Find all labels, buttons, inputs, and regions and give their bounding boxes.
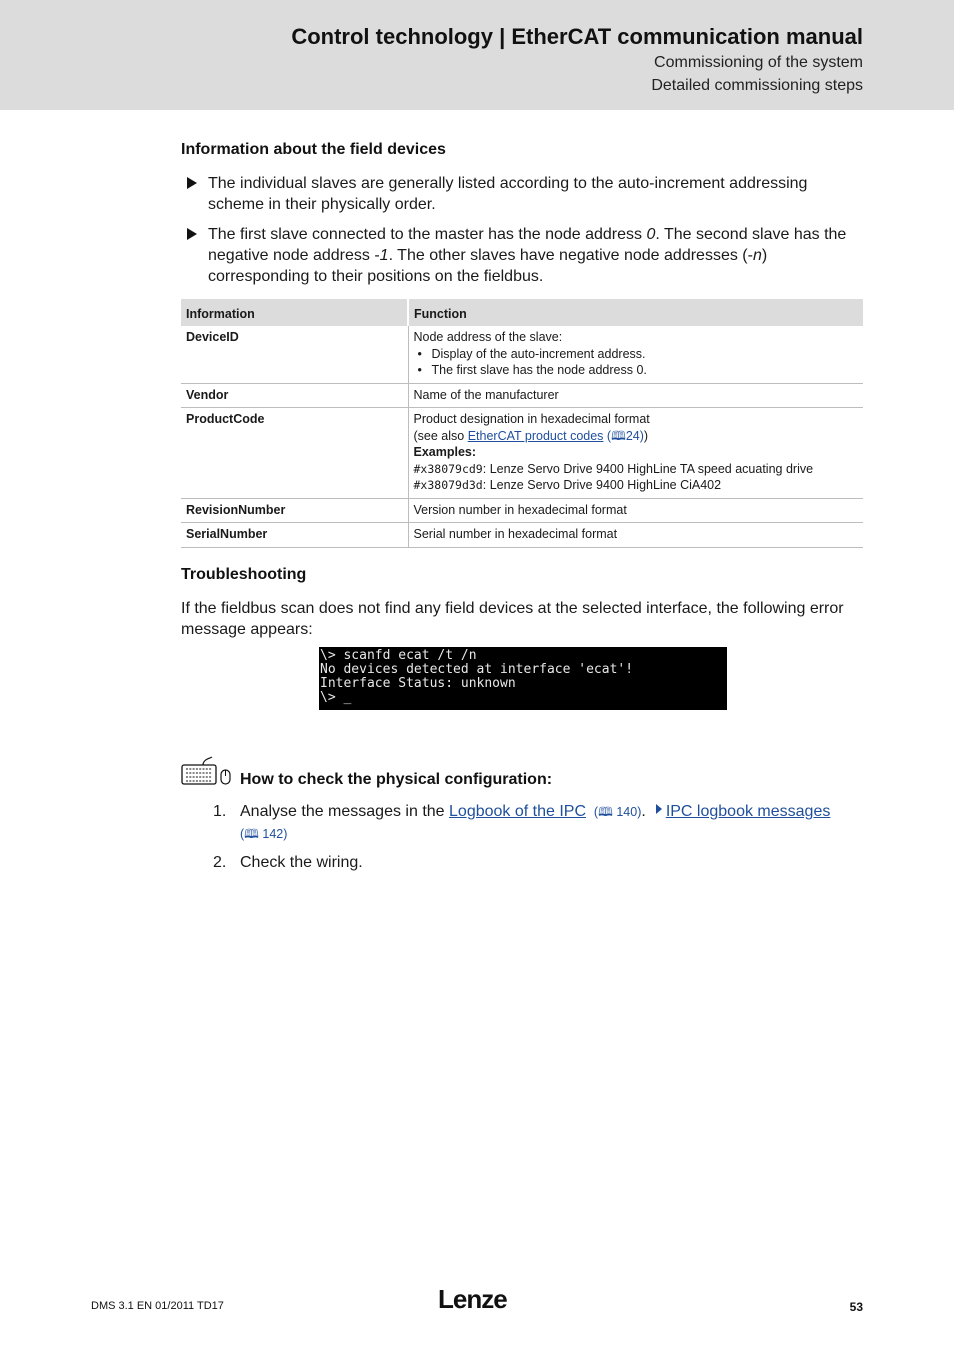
- step-number: 2.: [213, 854, 227, 871]
- howto-heading: How to check the physical configuration:: [240, 771, 553, 788]
- troubleshooting-text: If the fieldbus scan does not find any field devices at the selected interface, the following error message appears:: [181, 600, 844, 638]
- table-row: [181, 326, 863, 383]
- row-function: Version number in hexadecimal format: [408, 498, 863, 523]
- console-line: \> scanfd ecat /t /n: [320, 648, 477, 663]
- book-icon: 🕮: [598, 805, 613, 819]
- svg-text:Lenze: Lenze: [438, 1286, 507, 1314]
- list-item: [213, 852, 863, 874]
- chapter-title: Commissioning of the system: [654, 54, 863, 71]
- bullet-item: [187, 173, 863, 217]
- logbook-ipc-link[interactable]: Logbook of the IPC: [449, 803, 586, 820]
- troubleshooting-heading: Troubleshooting: [181, 566, 307, 583]
- console-line: No devices detected at interface 'ecat'!: [320, 662, 634, 677]
- book-icon: 🕮: [611, 428, 626, 443]
- list-item: • Display of the auto-increment address.: [414, 346, 859, 363]
- page-ref[interactable]: 140: [616, 805, 638, 819]
- console-screenshot: [319, 647, 727, 710]
- row-name: ProductCode: [181, 408, 408, 499]
- row-function: Node address of the slave: • Display of the auto-increment address. • The first slave has the node address 0.: [408, 326, 863, 383]
- bullet-triangle-icon: [187, 228, 197, 240]
- row-name: RevisionNumber: [181, 498, 408, 523]
- document-id: DMS 3.1 EN 01/2011 TD17: [91, 1300, 224, 1312]
- console-line: \> _: [320, 690, 352, 705]
- list-item: • The first slave has the node address 0.: [414, 362, 859, 379]
- table-header-row: [181, 299, 863, 326]
- field-device-info-table: [181, 299, 863, 548]
- lenze-logo: [438, 1286, 518, 1314]
- step-number: 1.: [213, 803, 227, 820]
- function-list: [414, 346, 859, 379]
- book-icon: 🕮: [244, 827, 259, 841]
- page-number: 53: [849, 1300, 863, 1314]
- row-name: SerialNumber: [181, 523, 408, 548]
- product-code: #x38079d3d: [413, 478, 483, 492]
- list-item: 1. Analyse the messages in the Logbook of the IPC (🕮 140). IPC logbook messages (🕮 142): [213, 803, 831, 841]
- section-title: Detailed commissioning steps: [651, 77, 863, 94]
- row-function: Product designation in hexadecimal format (see also EtherCAT product codes (🕮24)) Examples: #x38079cd9: Lenze Servo Drive 9400 HighLine TA speed acuating drive #x38079d3d: Lenze Servo Drive 9400 HighLine CiA402: [408, 408, 863, 499]
- product-code: #x38079cd9: [413, 461, 483, 476]
- page-ref[interactable]: 24: [625, 428, 640, 443]
- ethercat-product-codes-link[interactable]: EtherCAT product codes: [467, 428, 604, 443]
- row-name: Vendor: [181, 383, 408, 408]
- bullet-text: The individual slaves are generally listed according to the auto-increment addressing scheme in their physically order.: [208, 175, 808, 213]
- keyboard-mouse-icon: [181, 756, 233, 786]
- bullet-text: The first slave connected to the master has the node address 0. The second slave has the negative node address -1. The other slaves have negative node addresses (-n) corresponding to their positions on the fieldbus.: [208, 226, 847, 285]
- table-row: [181, 523, 863, 548]
- table-row: [181, 408, 863, 499]
- table-row: [181, 383, 863, 408]
- bullet-item: [187, 224, 863, 290]
- bullet-triangle-icon: [187, 177, 197, 189]
- row-function: Serial number in hexadecimal format: [408, 523, 863, 548]
- ipc-logbook-messages-link[interactable]: IPC logbook messages: [665, 803, 831, 820]
- row-name: DeviceID: [181, 326, 408, 383]
- field-devices-heading: Information about the field devices: [181, 141, 446, 158]
- table-row: [181, 498, 863, 523]
- row-function: Name of the manufacturer: [408, 383, 863, 408]
- page-header: [0, 0, 954, 110]
- examples-label: Examples:: [413, 445, 477, 459]
- console-line: Interface Status: unknown: [320, 676, 516, 691]
- document-title: Control technology | EtherCAT communication manual: [291, 24, 863, 49]
- step-text: Check the wiring.: [240, 854, 363, 871]
- column-header-function: Function: [408, 299, 863, 326]
- page-ref[interactable]: 142: [262, 827, 284, 841]
- arrow-link-icon: [656, 804, 662, 814]
- column-header-information: Information: [181, 299, 408, 326]
